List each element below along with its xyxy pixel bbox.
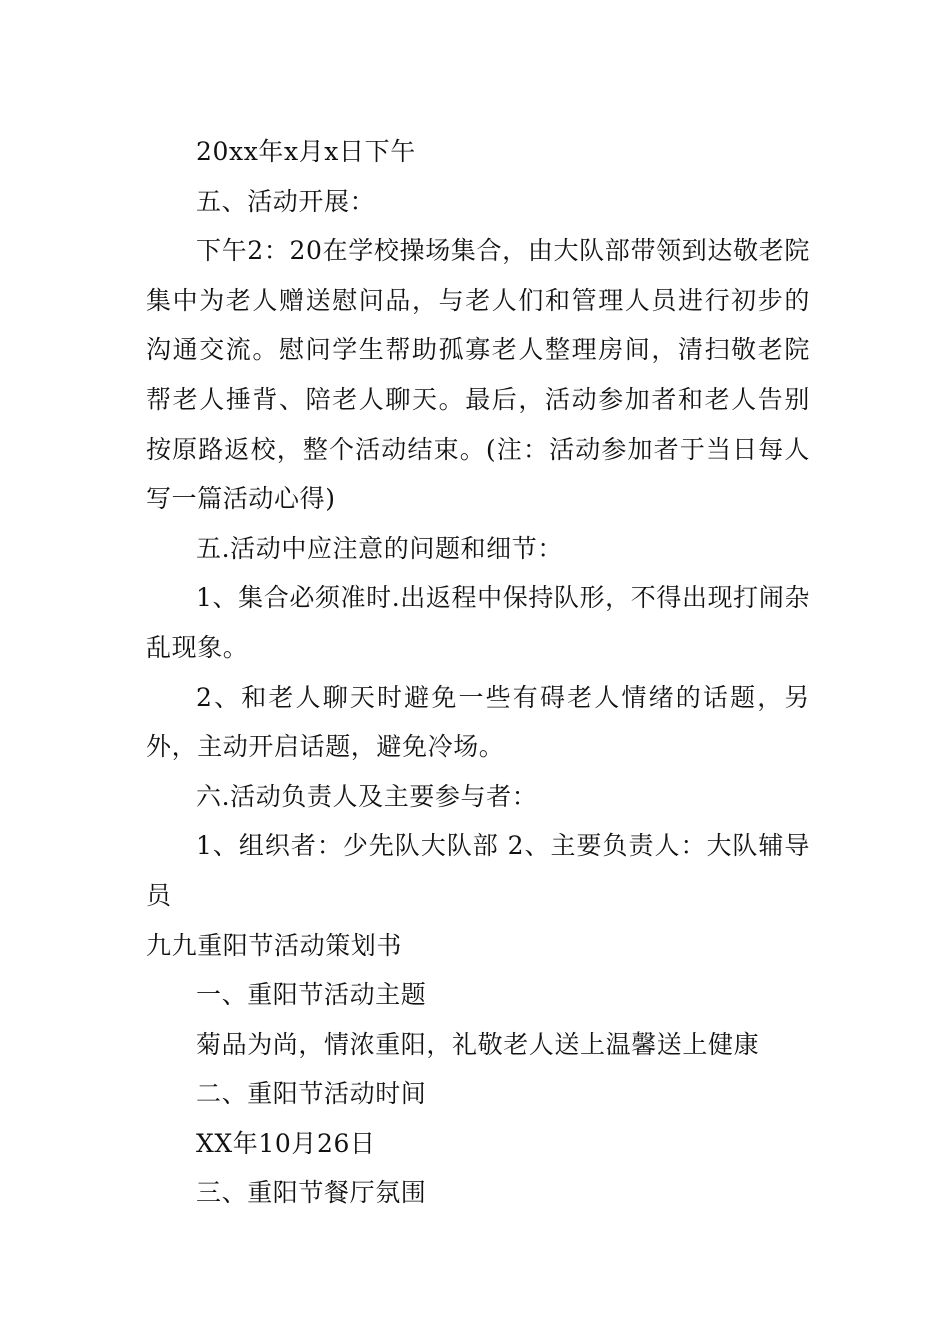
section-heading-atmosphere: 三、重阳节餐厅氛围: [196, 1178, 427, 1208]
note-item-2: 2、和老人聊天时避免一些有碍老人情绪的话题，另外，主动开启话题，避免冷场。: [146, 682, 810, 762]
section-heading-activity: 五、活动开展：: [196, 186, 376, 216]
section-heading-organizers: 六.活动负责人及主要参与者：: [196, 781, 538, 811]
activity-description: 下午2：20在学校操场集合，由大队部带领到达敬老院集中为老人赠送慰问品，与老人们和管理人员进行初步的沟通交流。慰问学生帮助孤寡老人整理房间，清扫敬老院帮老人捶背、陪老人聊天。最后，活动参加者和老人告别按原路返校，整个活动结束。(注：活动参加者于当日每人写一篇活动心得): [146, 236, 810, 514]
time-text: XX年10月26日: [196, 1128, 376, 1158]
section-heading-time: 二、重阳节活动时间: [196, 1079, 427, 1109]
organizers-line: 1、组织者：少先队大队部 2、主要负责人：大队辅导员: [146, 831, 810, 910]
date-line: 20xx年x月x日下午: [196, 137, 416, 166]
document-title: 九九重阳节活动策划书: [146, 930, 403, 960]
section-heading-notes: 五.活动中应注意的问题和细节：: [196, 533, 563, 563]
section-heading-theme: 一、重阳节活动主题: [196, 980, 427, 1010]
theme-text: 菊品为尚，情浓重阳，礼敬老人送上温馨送上健康: [196, 1029, 760, 1059]
note-item-1: 1、集合必须准时.出返程中保持队形，不得出现打闹杂乱现象。: [146, 583, 810, 662]
document-body: [146, 127, 810, 1218]
